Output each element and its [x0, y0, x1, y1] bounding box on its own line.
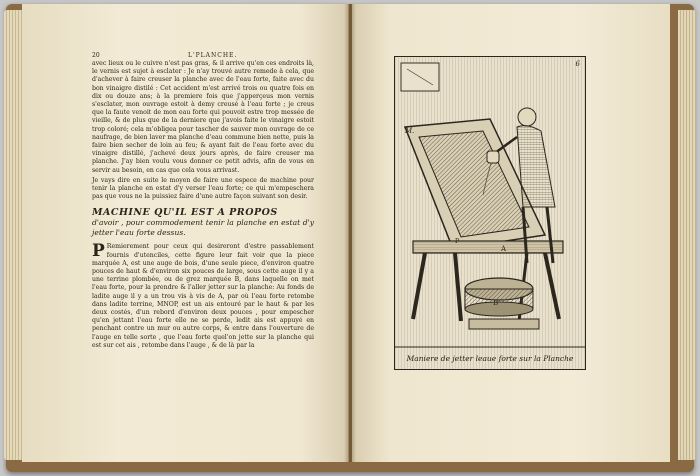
page-number: 20: [92, 52, 100, 59]
plate-letter-a: A: [501, 245, 507, 253]
page-edges-left: [4, 10, 24, 460]
plate-letter-b: B: [493, 299, 499, 307]
plate-letter-m: M.: [405, 127, 415, 135]
section-title: MACHINE QU'IL EST A PROPOS: [92, 207, 278, 219]
paragraph-3-text: Remierement pour ceux qui desireront d'estre passablement fournis d'utenciles, cette figure leur fait voir que la piece marquée A, est une auge de bois, d'une seule piece, d'environ quatre pouces de haut & d'environ six pouces de large, sous cette auge il y a une terrine plombée, ou de grez marquée B, dans laquelle on met l'eau forte, pour la prendre & l'aller jetter sur la planche: Au fonds de ladite auge il y a un trou vis à vis de A, par où l'eau forte retombe dans ladite terrine, MNOP, est un ais entouré par le haut & par les deux costés, d'un rebord d'environ deux pouces , pour empescher qu'en jettant l'eau forte elle ne se perde, ledit ais est appuyé en penchant contre un mur ou autre corps, & entre dans l'ouverture de l'auge en telle sorte , que l'eau forte quel'on jette sur la planche qui est sur cet ais , retombe dans l'auge , & de là par la: [92, 243, 314, 349]
figure-head: [518, 108, 536, 126]
section-subtitle: d'avoir , pour commodement tenir la planche en estat d'y jetter l'eau forte dessus.: [92, 218, 314, 237]
engraving-illustration: [395, 57, 585, 369]
left-page-text: [92, 60, 314, 352]
paragraph-1: avec lieux ou le cuivre n'est pas gras, & il arrive qu'en ces endroits là, le vernis est sujet à esclater : Je n'ay trouvé autre remede à cela, que d'achever à faire creuser la planche avec de l'eau forte, faite avec du bon vinaigre distilé : Cet accident m'est arrivé trois ou quatre fois en dix ou douze ans; à la premiere fois que j'apperçeus mon vernis s'esclater, mon ouvrage estoit à demy creusé à l'eau forte ; je creus que la faute venoit de mon eau forte qui pouvoit estre trop messée de vieille, & de plus que de la derniere que j'avois faite le vinaigre estoit trop coloré; cela m'obligea pour tascher de sauver mon ouvrage de ce naufrage, de bien laver ma planche d'eau commune bien nette, puis la faire bien secher de loin au feu; & ayant fait de l'eau forte avec du vinaigre distillé, j'achevé deux jours après, de faire creuser ma planche. J'ay bien voulu vous donner ce petit advis, afin de vous en servir au besoin, en cas que cela vous arrivast.: [92, 60, 314, 174]
page-edges-right: [678, 10, 696, 460]
paragraph-2: Je vays dire en suite le moyen de faire une espece de machine pour tenir la planche en estat d'y verser l'eau forte; ce qui m'empeschera pas que vous ne la puissiez faire d'une autre façon suivant son desir.: [92, 176, 314, 201]
paragraph-3: [92, 243, 314, 350]
jug: [487, 151, 499, 163]
book-gutter: [344, 4, 356, 462]
engraving-plate: [394, 56, 586, 370]
plate-caption: Maniere de jetter leaue forte sur la Planche: [406, 354, 574, 363]
drop-cap: P: [92, 241, 105, 262]
plate-number: 6: [575, 60, 580, 68]
running-head-title: L'PLANCHE.: [188, 52, 238, 59]
plate-letter-p: P: [455, 238, 460, 245]
